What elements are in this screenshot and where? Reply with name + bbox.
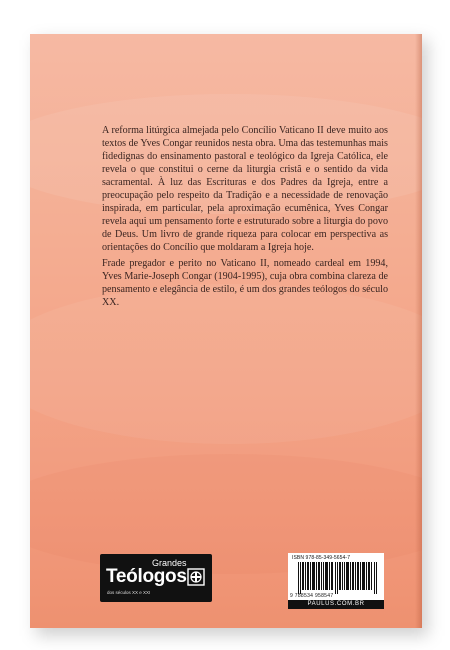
series-logo-top: Grandes — [152, 558, 187, 568]
series-logo — [100, 554, 212, 602]
publisher-url: PAULUS.COM.BR — [288, 600, 384, 609]
barcode-icon — [298, 562, 378, 594]
barcode-digits: 9 788534 958547 — [290, 593, 334, 599]
series-logo-subtitle: dos séculos XX e XXI — [107, 590, 151, 595]
isbn-label: ISBN 978-85-349-5654-7 — [292, 555, 351, 561]
synopsis-paragraph: A reforma litúrgica almejada pelo Concílio Vaticano II deve muito aos textos de Yves Congar reunidos nesta obra. Uma das testemunhas mais fidedignas do ensinamento pastoral e teológico da Igreja Católica, ele revela o que constitui o cerne da liturgia cristã e o sentido da vida sacramental. À luz das Escrituras e dos Padres da Igreja, entre a preocupação pelo respeito da Tradição e a necessidade de renovação inspirada, em particular, pela aproximação ecumênica, Yves Congar revela aqui um pensamento forte e estruturado sobre a liturgia do povo de Deus. Um livro de grande riqueza para colocar em perspectiva as orientações do Concílio que moldaram a Igreja hoje. — [102, 125, 388, 253]
synopsis-text — [102, 124, 388, 312]
author-bio-paragraph: Frade pregador e perito no Vaticano II, nomeado cardeal em 1994, Yves Marie-Joseph Congar (1904-1995), cuja obra combina clareza de pensamento e elegância de estilo, é um dos grandes teólogos do século XX. — [102, 258, 388, 308]
spine-edge — [415, 34, 422, 628]
cross-emblem-icon — [187, 568, 205, 586]
barcode-panel — [288, 553, 384, 609]
series-logo-title: Teólogos — [106, 566, 187, 587]
book-back-cover — [30, 34, 422, 628]
